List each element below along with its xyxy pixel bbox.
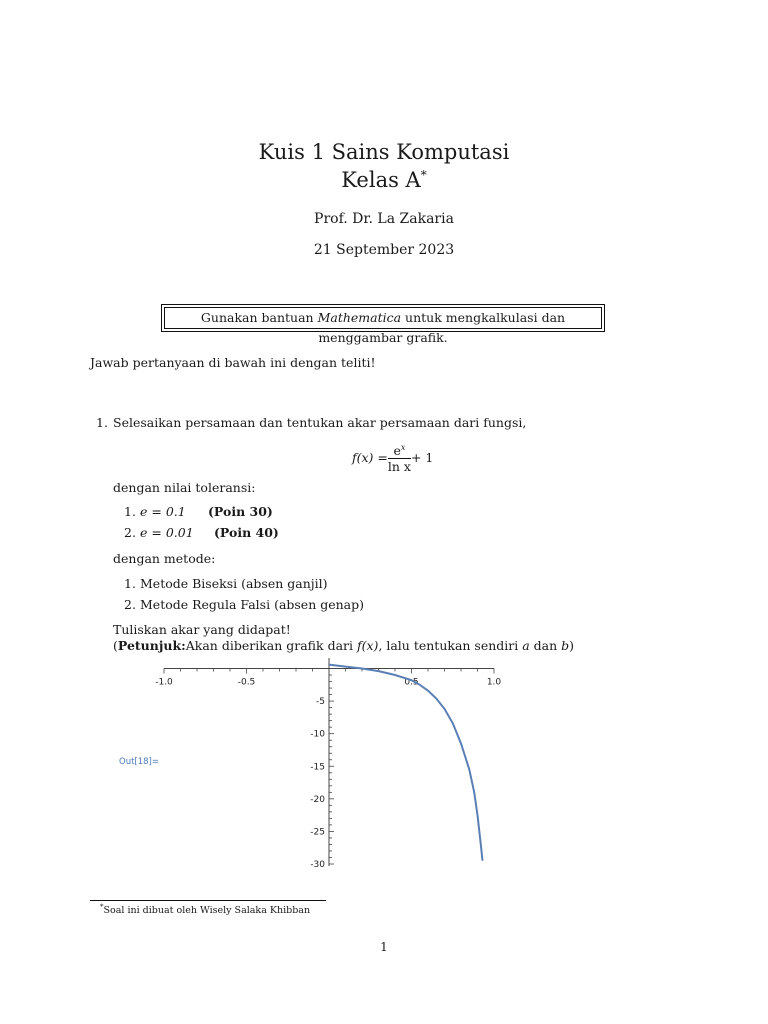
footnote-mark: * xyxy=(100,903,104,911)
author: Prof. Dr. La Zakaria xyxy=(314,211,454,227)
notice-before: Gunakan bantuan xyxy=(200,310,318,325)
question-text: Selesaikan persamaan dan tentukan akar persamaan dari fungsi, xyxy=(113,415,527,430)
y-tick-label: -30 xyxy=(310,860,325,870)
document-title: Kuis 1 Sains Komputasi xyxy=(258,140,510,164)
formula-lhs: f(x) = xyxy=(352,449,388,465)
x-tick-label: -0.5 xyxy=(237,677,256,688)
tolerance-item-2-points: (Poin 40) xyxy=(214,525,279,540)
notice-box xyxy=(161,304,605,345)
tolerance-label: dengan nilai toleransi: xyxy=(113,480,256,495)
method-item-2-num: 2. xyxy=(124,597,136,612)
hint-bold: Petunjuk: xyxy=(117,638,186,653)
tolerance-item-2-expr: e = 0.01 xyxy=(140,525,194,540)
document-subtitle xyxy=(0,168,768,192)
method-item-1-num: 1. xyxy=(124,576,136,591)
hint-line: (Petunjuk:Akan diberikan grafik dari f(x), lalu tentukan sendiri a dan b) xyxy=(113,638,575,653)
formula-tail: + 1 xyxy=(410,449,434,465)
formula-denominator: ln x xyxy=(387,459,411,475)
x-tick-label: 1.0 xyxy=(486,677,502,688)
footnote-rule xyxy=(90,900,326,901)
subtitle-text: Kelas A xyxy=(341,168,421,192)
subtitle-footnote-mark: * xyxy=(420,168,427,182)
answer-prompt: Tuliskan akar yang didapat! xyxy=(113,622,291,637)
notice-after: untuk mengkalkulasi dan menggambar grafik. xyxy=(318,310,566,345)
date: 21 September 2023 xyxy=(313,242,455,258)
method-item-2-text: Metode Regula Falsi (absen genap) xyxy=(140,597,365,612)
y-tick-label: -25 xyxy=(310,827,325,838)
tolerance-item-2-num: 2. xyxy=(124,525,136,540)
y-tick-label: -15 xyxy=(310,762,325,773)
tolerance-item-1-num: 1. xyxy=(124,504,136,519)
output-label: Out[18]= xyxy=(119,757,159,767)
notice-text xyxy=(164,307,602,345)
formula-fraction xyxy=(388,440,411,474)
footnote-text: Soal ini dibuat oleh Wisely Salaka Khibban xyxy=(103,905,311,917)
function-curve xyxy=(329,665,483,861)
y-tick-label: -10 xyxy=(310,729,325,740)
notice-emph: Mathematica xyxy=(317,310,402,325)
intro-text: Jawab pertanyaan di bawah ini dengan teliti! xyxy=(90,355,376,370)
tolerance-item-1-points: (Poin 30) xyxy=(208,504,273,519)
formula xyxy=(352,440,433,474)
tolerance-item-1-expr: e = 0.1 xyxy=(140,504,186,519)
x-tick-label: -1.0 xyxy=(155,677,173,688)
y-tick-label: -5 xyxy=(316,697,325,708)
method-item-1-text: Metode Biseksi (absen ganjil) xyxy=(140,576,328,591)
formula-numerator: $e^x$ xyxy=(388,440,411,459)
page-number: 1 xyxy=(380,940,388,954)
y-tick-label: -20 xyxy=(310,794,325,805)
x-tick-label: 0.5 xyxy=(404,677,419,688)
footnote xyxy=(100,903,310,916)
question-number: 1. xyxy=(96,415,108,430)
method-label: dengan metode: xyxy=(113,551,216,566)
function-plot xyxy=(140,656,520,874)
